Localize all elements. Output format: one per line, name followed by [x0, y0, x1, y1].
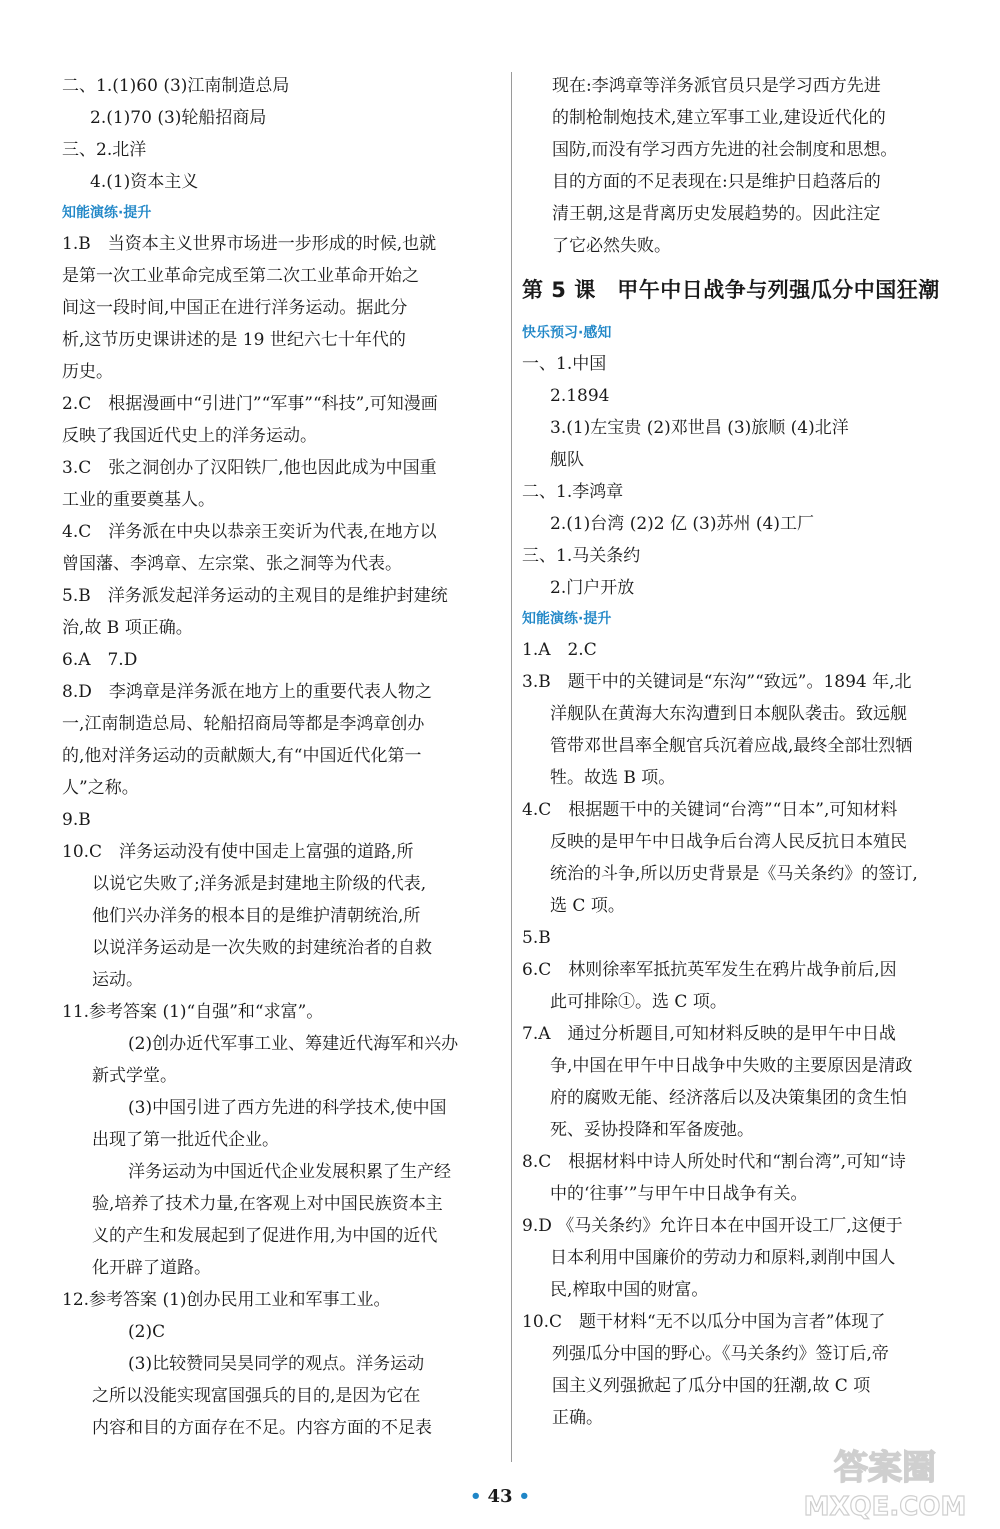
column-divider: [511, 72, 512, 1462]
text-line: 2.1894: [550, 386, 610, 406]
text-line: 1.B 当资本主义世界市场进一步形成的时候,也就: [62, 234, 437, 254]
text-line: 2.C 根据漫画中“引进门”“军事”“科技”,可知漫画: [62, 394, 438, 414]
text-line: 4.C 根据题干中的关键词“台湾”“日本”,可知材料: [522, 800, 898, 820]
text-line: 二、1.(1)60 (3)江南制造总局: [62, 76, 290, 96]
text-line: 死、妥协投降和军备废弛。: [550, 1120, 754, 1140]
watermark-text-main: 答案圈: [834, 1448, 936, 1488]
text-line: 的,他对洋务运动的贡献颇大,有“中国近代化第一: [62, 746, 422, 766]
text-line: 现在:李鸿章等洋务派官员只是学习西方先进: [552, 76, 881, 96]
left-column: [62, 70, 502, 1444]
watermark-text-url: MXQE.COM: [803, 1492, 967, 1522]
text-line: 争,中国在甲午中日战争中失败的主要原因是清政: [550, 1056, 913, 1076]
text-line: 8.D 李鸿章是洋务派在地方上的重要代表人物之: [62, 682, 432, 702]
text-line: 之所以没能实现富国强兵的目的,是因为它在: [92, 1386, 421, 1406]
text-line: 5.B 洋务派发起洋务运动的主观目的是维护封建统: [62, 586, 448, 606]
text-line: 以说洋务运动是一次失败的封建统治者的自救: [92, 938, 432, 958]
lesson-title: 第 5 课 甲午中日战争与列强瓜分中国狂潮: [522, 278, 940, 302]
text-line: 2.(1)台湾 (2)2 亿 (3)苏州 (4)工厂: [550, 514, 814, 534]
section-heading: 知能演练·提升: [522, 611, 612, 627]
text-line: 义的产生和发展起到了促进作用,为中国的近代: [92, 1226, 438, 1246]
text-line: 二、1.李鸿章: [522, 482, 624, 502]
watermark-logo: [790, 1435, 980, 1525]
text-line: 国主义列强掀起了瓜分中国的狂潮,故 C 项: [552, 1376, 871, 1396]
text-line: 曾国藩、李鸿章、左宗棠、张之洞等为代表。: [62, 554, 402, 574]
text-line: 5.B: [522, 928, 551, 948]
text-line: 一,江南制造总局、轮船招商局等都是李鸿章创办: [62, 714, 425, 734]
text-line: 了它必然失败。: [552, 236, 671, 256]
text-line: 以说它失败了;洋务派是封建地主阶级的代表,: [92, 874, 427, 894]
text-line: 3.B 题干中的关键词是“东沟”“致远”。1894 年,北: [522, 672, 912, 692]
text-line: 洋务运动为中国近代企业发展积累了生产经: [128, 1162, 451, 1182]
text-line: 洋舰队在黄海大东沟遭到日本舰队袭击。致远舰: [550, 704, 907, 724]
text-line: 清王朝,这是背离历史发展趋势的。因此注定: [552, 204, 881, 224]
text-line: 8.C 根据材料中诗人所处时代和“割台湾”,可知“诗: [522, 1152, 906, 1172]
text-line: 10.C 洋务运动没有使中国走上富强的道路,所: [62, 842, 414, 862]
text-line: 4.(1)资本主义: [90, 172, 199, 192]
text-line: 反映的是甲午中日战争后台湾人民反抗日本殖民: [550, 832, 907, 852]
text-line: (2)创办近代军事工业、筹建近代海军和兴办: [128, 1034, 459, 1054]
page-number: • 43 •: [469, 1486, 531, 1507]
section-heading: 知能演练·提升: [62, 205, 152, 221]
text-line: 三、1.马关条约: [522, 546, 641, 566]
text-line: 府的腐败无能、经济落后以及决策集团的贪生怕: [550, 1088, 907, 1108]
text-line: 中的‘往事’”与甲午中日战争有关。: [550, 1184, 808, 1204]
text-line: 反映了我国近代史上的洋务运动。: [62, 426, 317, 446]
text-line: 7.A 通过分析题目,可知材料反映的是甲午中日战: [522, 1024, 896, 1044]
text-line: 他们兴办洋务的根本目的是维护清朝统治,所: [92, 906, 421, 926]
text-line: 2.门户开放: [550, 578, 635, 598]
text-line: (3)中国引进了西方先进的科学技术,使中国: [128, 1098, 447, 1118]
text-line: 10.C 题干材料“无不以瓜分中国为言者”体现了: [522, 1312, 886, 1332]
text-line: 三、2.北洋: [62, 140, 147, 160]
text-line: 舰队: [550, 450, 584, 470]
text-line: 3.C 张之洞创办了汉阳铁厂,他也因此成为中国重: [62, 458, 437, 478]
text-line: 12.参考答案 (1)创办民用工业和军事工业。: [62, 1290, 391, 1310]
text-line: 牲。故选 B 项。: [550, 768, 676, 788]
text-line: 历史。: [62, 362, 113, 382]
text-line: 9.B: [62, 810, 91, 830]
text-line: 9.D 《马关条约》允许日本在中国开设工厂,这便于: [522, 1216, 903, 1236]
text-line: 运动。: [92, 970, 143, 990]
text-line: 一、1.中国: [522, 354, 607, 374]
text-line: 列强瓜分中国的野心。《马关条约》签订后,帝: [552, 1344, 889, 1364]
text-line: 人”之称。: [62, 778, 139, 798]
text-line: 3.(1)左宝贵 (2)邓世昌 (3)旅顺 (4)北洋: [550, 418, 849, 438]
text-line: 2.(1)70 (3)轮船招商局: [90, 108, 267, 128]
text-line: 统治的斗争,所以历史背景是《马关条约》的签订,: [550, 864, 918, 884]
text-line: 的制枪制炮技术,建立军事工业,建设近代化的: [552, 108, 886, 128]
text-line: 6.A 7.D: [62, 650, 138, 670]
text-line: 国防,而没有学习西方先进的社会制度和思想。: [552, 140, 898, 160]
text-line: (3)比较赞同吴昊同学的观点。洋务运动: [128, 1354, 425, 1374]
section-heading: 快乐预习·感知: [522, 325, 612, 341]
text-line: 析,这节历史课讲述的是 19 世纪六七十年代的: [62, 330, 406, 350]
right-column: [522, 70, 952, 1434]
text-line: 正确。: [552, 1408, 603, 1428]
text-line: 工业的重要奠基人。: [62, 490, 215, 510]
text-line: 出现了第一批近代企业。: [92, 1130, 279, 1150]
text-line: 4.C 洋务派在中央以恭亲王奕䜣为代表,在地方以: [62, 522, 437, 542]
text-line: 是第一次工业革命完成至第二次工业革命开始之: [62, 266, 419, 286]
text-line: 管带邓世昌率全舰官兵沉着应战,最终全部壮烈牺: [550, 736, 913, 756]
text-line: 此可排除①。选 C 项。: [550, 992, 727, 1012]
text-line: 1.A 2.C: [522, 640, 597, 660]
text-line: 选 C 项。: [550, 896, 625, 916]
text-line: 目的方面的不足表现在:只是维护日趋落后的: [552, 172, 881, 192]
text-line: 内容和目的方面存在不足。内容方面的不足表: [92, 1418, 432, 1438]
text-line: 民,榨取中国的财富。: [550, 1280, 709, 1300]
text-line: 新式学堂。: [92, 1066, 177, 1086]
text-line: 治,故 B 项正确。: [62, 618, 193, 638]
text-line: 间这一段时间,中国正在进行洋务运动。据此分: [62, 298, 408, 318]
text-line: 日本利用中国廉价的劳动力和原料,剥削中国人: [550, 1248, 896, 1268]
text-line: 验,培养了技术力量,在客观上对中国民族资本主: [92, 1194, 443, 1214]
text-line: (2)C: [128, 1322, 166, 1342]
text-line: 11.参考答案 (1)“自强”和“求富”。: [62, 1002, 324, 1022]
text-line: 化开辟了道路。: [92, 1258, 211, 1278]
text-line: 6.C 林则徐率军抵抗英军发生在鸦片战争前后,因: [522, 960, 897, 980]
